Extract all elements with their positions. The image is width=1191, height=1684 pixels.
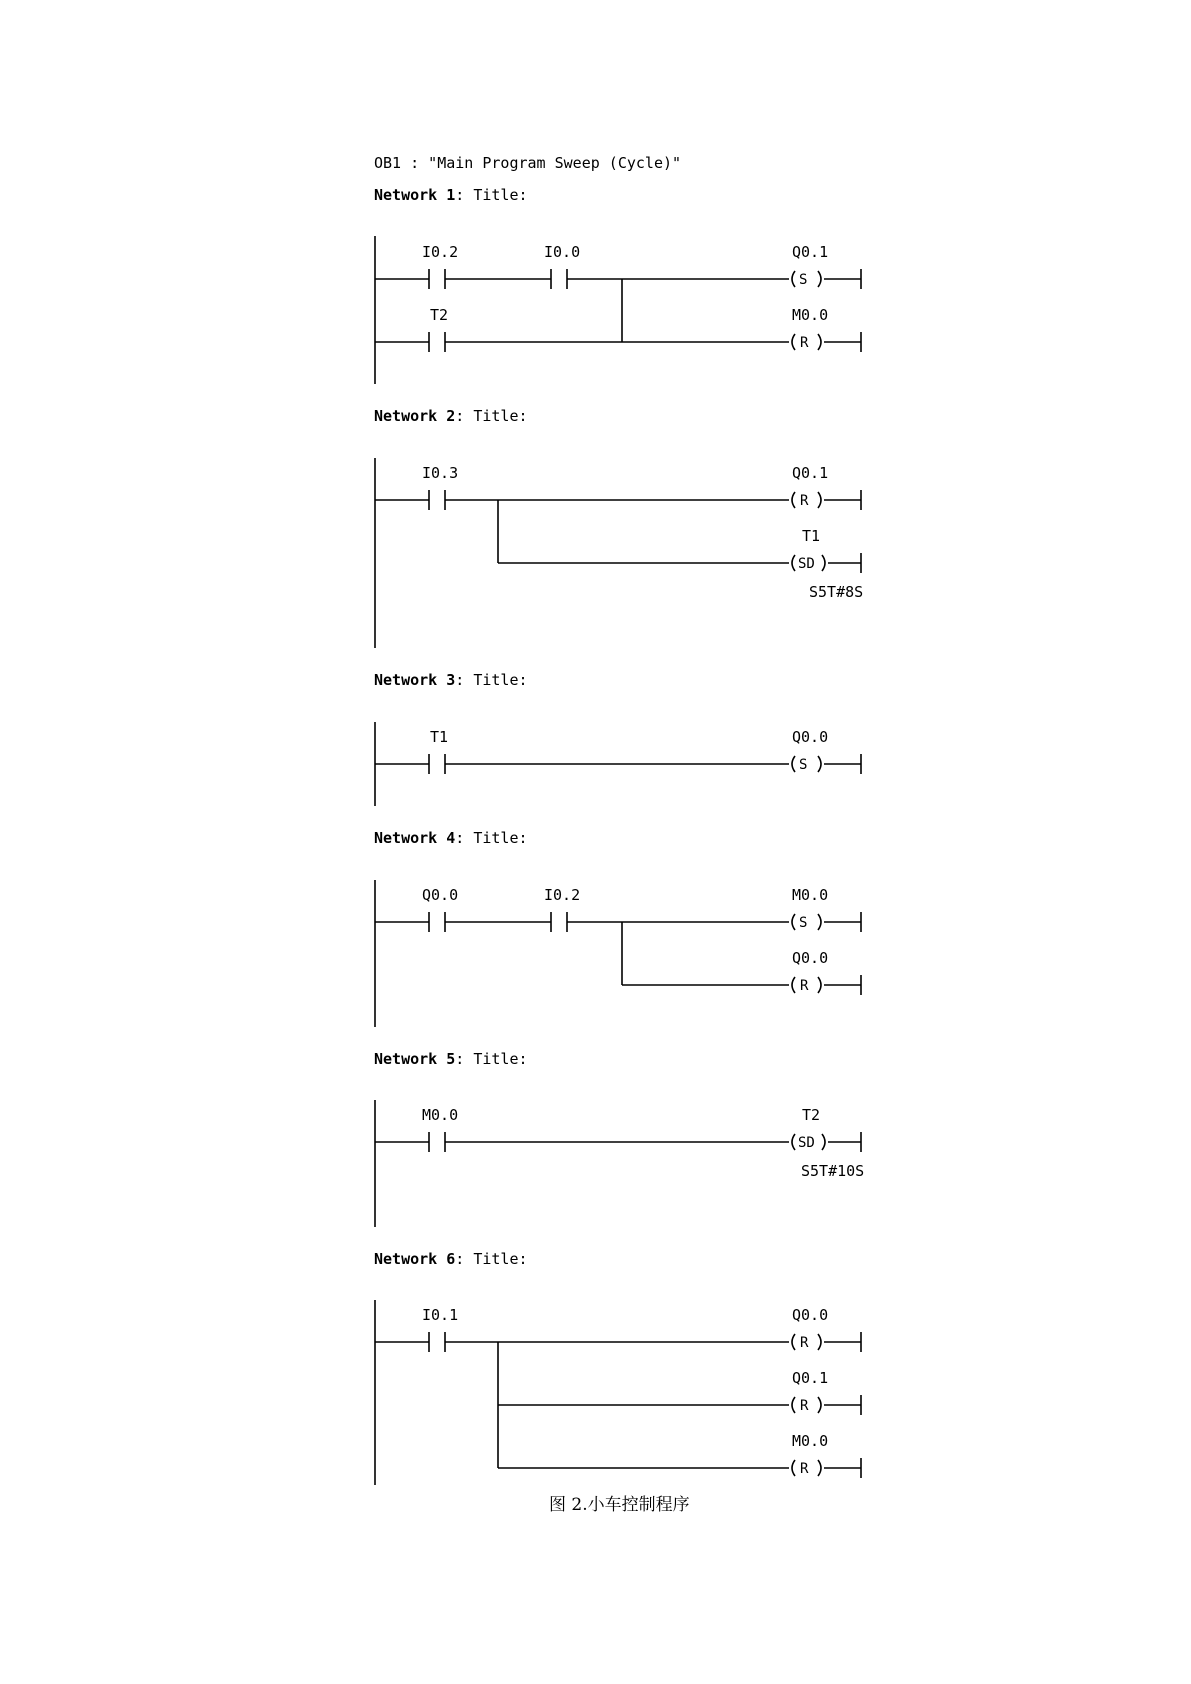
coil-label: M0.0	[792, 306, 829, 324]
coil-type: R	[800, 335, 809, 351]
network-word: Network	[374, 407, 438, 425]
network-word: Network	[374, 1050, 438, 1068]
coil-type: R	[800, 1335, 809, 1351]
network-6	[374, 1250, 861, 1485]
network-title-suffix: : Title:	[455, 186, 528, 204]
network-title	[374, 1250, 528, 1268]
coil-type: SD	[798, 1135, 815, 1151]
block-header: OB1 : "Main Program Sweep (Cycle)"	[374, 154, 682, 172]
contact-label: I0.2	[422, 243, 459, 261]
contact-label: T1	[430, 728, 449, 746]
contact-I0.1	[429, 1332, 445, 1352]
network-title-suffix: : Title:	[455, 671, 528, 689]
network-number: 6	[446, 1250, 456, 1268]
coil-label: T2	[802, 1106, 821, 1124]
coil-label: Q0.0	[792, 728, 829, 746]
contact-T2	[429, 332, 445, 352]
timer-preset: S5T#10S	[801, 1162, 865, 1180]
contact-label: I0.2	[544, 886, 581, 904]
coil-label: Q0.1	[792, 243, 829, 261]
coil-label: M0.0	[792, 886, 829, 904]
coil-type: S	[799, 272, 808, 288]
network-1	[374, 186, 861, 384]
contact-I0.3	[429, 490, 445, 510]
coil-type: S	[799, 757, 808, 773]
contact-I0.2	[551, 912, 567, 932]
coil-type: SD	[798, 556, 815, 572]
network-number: 1	[446, 186, 456, 204]
network-3	[374, 671, 861, 806]
network-title-suffix: : Title:	[455, 829, 528, 847]
network-number: 4	[446, 829, 456, 847]
coil-label: T1	[802, 527, 821, 545]
network-2	[374, 407, 863, 648]
coil-label: Q0.0	[792, 949, 829, 967]
coil-label: Q0.1	[792, 1369, 829, 1387]
contact-label: I0.3	[422, 464, 459, 482]
contact-M0.0	[429, 1132, 445, 1152]
network-word: Network	[374, 671, 438, 689]
network-title	[374, 671, 528, 689]
coil-label: M0.0	[792, 1432, 829, 1450]
network-word: Network	[374, 186, 438, 204]
coil-type: R	[800, 1461, 809, 1477]
network-word: Network	[374, 1250, 438, 1268]
contact-label: I0.1	[422, 1306, 459, 1324]
coil-type: R	[800, 1398, 809, 1414]
contact-I0.2	[429, 269, 445, 289]
coil-label: Q0.1	[792, 464, 829, 482]
contact-Q0.0	[429, 912, 445, 932]
network-title-suffix: : Title:	[455, 1050, 528, 1068]
contact-label: T2	[430, 306, 449, 324]
contact-I0.0	[551, 269, 567, 289]
contact-label: I0.0	[544, 243, 581, 261]
network-word: Network	[374, 829, 438, 847]
network-title	[374, 829, 528, 847]
network-title	[374, 186, 528, 204]
timer-preset: S5T#8S	[809, 583, 864, 601]
network-number: 5	[446, 1050, 456, 1068]
network-title-suffix: : Title:	[455, 407, 528, 425]
network-number: 2	[446, 407, 456, 425]
coil-type: R	[800, 493, 809, 509]
coil-label: Q0.0	[792, 1306, 829, 1324]
network-title	[374, 407, 528, 425]
coil-type: S	[799, 915, 808, 931]
network-4	[374, 829, 861, 1027]
contact-T1	[429, 754, 445, 774]
coil-type: R	[800, 978, 809, 994]
contact-label: M0.0	[422, 1106, 459, 1124]
contact-label: Q0.0	[422, 886, 459, 904]
figure-caption: 图 2.小车控制程序	[549, 1495, 690, 1515]
network-title	[374, 1050, 528, 1068]
network-5	[374, 1050, 864, 1227]
network-number: 3	[446, 671, 456, 689]
network-title-suffix: : Title:	[455, 1250, 528, 1268]
